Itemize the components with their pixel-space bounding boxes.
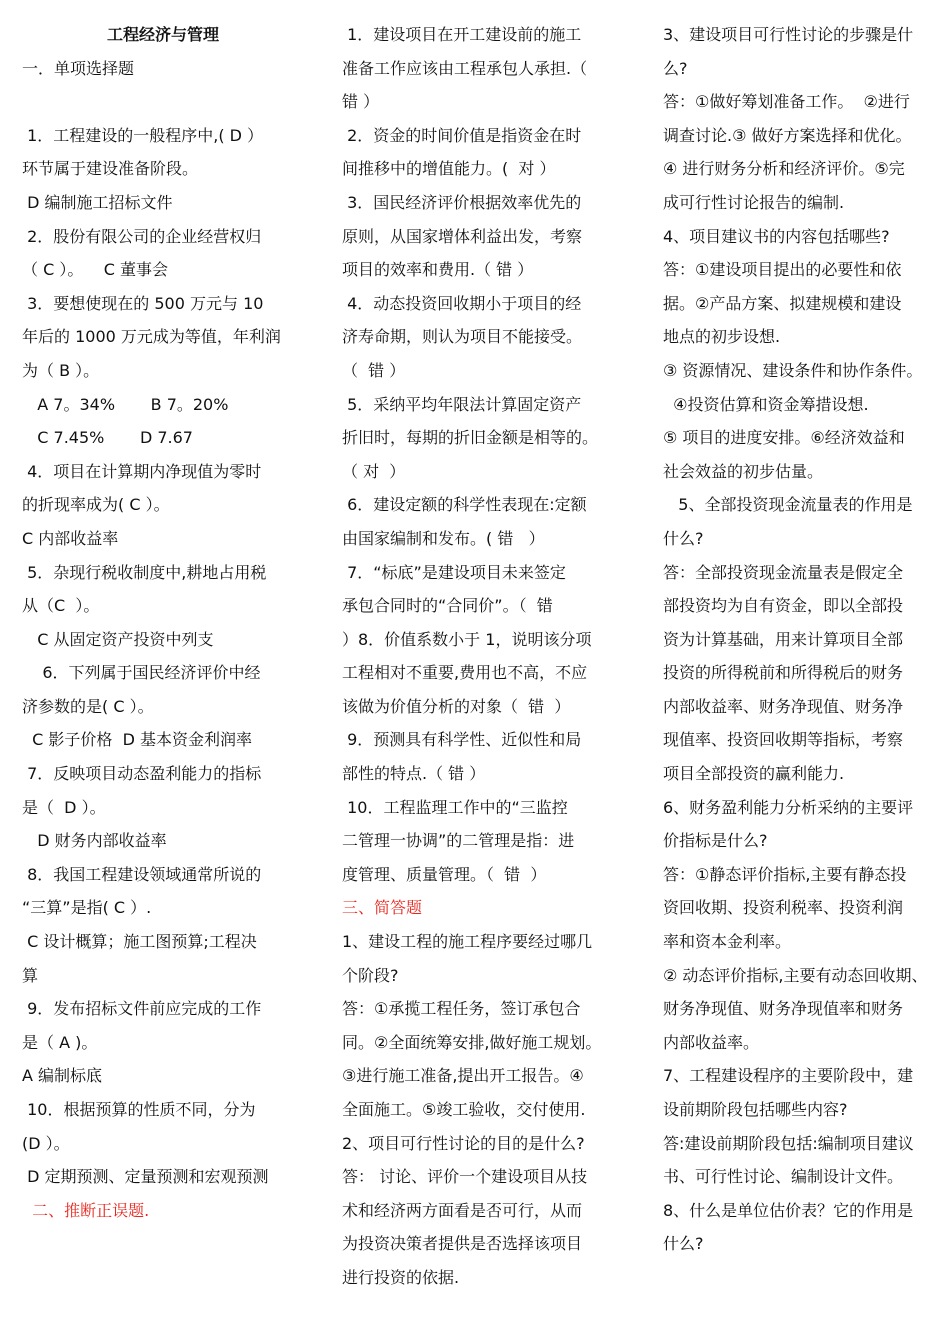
text-line: 度管理、质量管理。（ 错 ） bbox=[342, 864, 547, 884]
text-line: 个阶段? bbox=[342, 965, 399, 985]
text-line: 承包合同时的“合同价”。（ 错 bbox=[342, 596, 553, 616]
text-line: 该做为价值分析的对象（ 错 ） bbox=[342, 696, 571, 716]
column-left bbox=[22, 18, 304, 1227]
text-line: 3．要想使现在的 500 万元与 10 bbox=[22, 293, 264, 313]
text-line: 为（ B ）。 bbox=[22, 360, 100, 380]
text-line: 社会效益的初步估量。 bbox=[663, 461, 824, 481]
text-line: C 7.45% D 7.67 bbox=[22, 428, 193, 448]
text-line: 财务净现值、财务净现值率和财务 bbox=[663, 999, 904, 1019]
text-line: （ C ）。 C 董事会 bbox=[22, 260, 168, 280]
text-line: A 编制标底 bbox=[22, 1066, 103, 1086]
text-line: 10．工程监理工作中的“三监控 bbox=[342, 797, 568, 817]
text-line: 内部收益率、财务净现值、财务净 bbox=[663, 696, 904, 716]
section-heading-true-false: 二、推断正误题. bbox=[22, 1200, 150, 1220]
text-line: 7．“标底”是建设项目未来签定 bbox=[342, 562, 566, 582]
text-line: C 内部收益率 bbox=[22, 528, 119, 548]
text-line: ③ 资源情况、建设条件和协作条件。 bbox=[663, 360, 923, 380]
text-line: 3．国民经济评价根据效率优先的 bbox=[342, 192, 582, 212]
text-line: (D ）。 bbox=[22, 1133, 70, 1153]
text-line: 部性的特点.（ 错 ） bbox=[342, 764, 486, 784]
text-line: C 影子价格 D 基本资金利润率 bbox=[22, 730, 253, 750]
text-line: 济寿命期，则认为项目不能接受。 bbox=[342, 327, 583, 347]
text-line: 2．资金的时间价值是指资金在时 bbox=[342, 125, 582, 145]
text-line: 设前期阶段包括哪些内容? bbox=[663, 1100, 848, 1119]
text-line: 术和经济两方面看是否可行，从而 bbox=[342, 1200, 583, 1220]
text-line: D 编制施工招标文件 bbox=[22, 192, 173, 212]
text-line: 二管理一协调”的二管理是指：进 bbox=[342, 831, 575, 851]
text-line: 投资的所得税前和所得税后的财务 bbox=[663, 663, 904, 683]
text-line: 4．项目在计算期内净现值为零时 bbox=[22, 461, 262, 481]
text-line: 6．建设定额的科学性表现在:定额 bbox=[342, 495, 587, 515]
text-line: 的折现率成为( C ）。 bbox=[22, 495, 170, 515]
text-line: A 7。34% B 7。20% bbox=[22, 394, 229, 414]
text-line: 准备工作应该由工程承包人承担.（ bbox=[342, 58, 588, 78]
text-line: 答:建设前期阶段包括:编制项目建议 bbox=[663, 1133, 914, 1153]
text-line: 济参数的是( C ）。 bbox=[22, 696, 154, 716]
text-line: 环节属于建设准备阶段。 bbox=[22, 159, 199, 179]
text-line: 工程相对不重要,费用也不高，不应 bbox=[342, 663, 588, 683]
text-line: 5、全部投资现金流量表的作用是 bbox=[663, 495, 913, 515]
text-line: 10．根据预算的性质不同，分为 bbox=[22, 1100, 256, 1119]
text-line: 答：全部投资现金流量表是假定全 bbox=[663, 562, 904, 582]
text-line: 项目的效率和费用.（ 错 ） bbox=[342, 260, 534, 280]
text-line: 3、建设项目可行性讨论的步骤是什 bbox=[663, 25, 914, 44]
text-line: 9．预测具有科学性、近似性和局 bbox=[342, 730, 582, 750]
text-line: 同。②全面统筹安排,做好施工规划。 bbox=[342, 1032, 602, 1052]
text-line: 调查讨论.③ 做好方案选择和优化。 bbox=[663, 125, 912, 145]
text-line: 内部收益率。 bbox=[663, 1032, 760, 1052]
text-line: 书、可行性讨论、编制设计文件。 bbox=[663, 1167, 904, 1187]
text-line: 从（C ）。 bbox=[22, 596, 100, 616]
text-line: 8、什么是单位估价表？它的作用是 bbox=[663, 1200, 914, 1220]
text-line: 价指标是什么? bbox=[663, 831, 768, 851]
blank-line bbox=[22, 85, 304, 119]
text-line: 1、建设工程的施工程序要经过哪几 bbox=[342, 932, 593, 952]
text-line: ）8．价值系数小于 1，说明该分项 bbox=[342, 629, 592, 649]
section-heading-short-answer: 三、简答题 bbox=[342, 898, 423, 918]
text-line: 8．我国工程建设领域通常所说的 bbox=[22, 864, 262, 884]
text-line: C 设计概算；施工图预算;工程决 bbox=[22, 932, 257, 952]
text-line: 是（ D ）。 bbox=[22, 797, 106, 817]
text-line: 2．股份有限公司的企业经营权归 bbox=[22, 226, 262, 246]
text-line: 4、项目建议书的内容包括哪些? bbox=[663, 226, 890, 246]
text-line: 进行投资的依据. bbox=[342, 1267, 460, 1287]
doc-title: 工程经济与管理 bbox=[106, 25, 219, 44]
text-line: 率和资本金利率。 bbox=[663, 932, 792, 952]
text-line: 答：①建设项目提出的必要性和依 bbox=[663, 260, 902, 280]
text-line: 由国家编制和发布。( 错 ） bbox=[342, 528, 545, 548]
text-line: D 定期预测、定量预测和宏观预测 bbox=[22, 1167, 269, 1187]
text-line: ⑤ 项目的进度安排。⑥经济效益和 bbox=[663, 428, 905, 448]
text-line: 4．动态投资回收期小于项目的经 bbox=[342, 293, 582, 313]
text-line: 为投资决策者提供是否选择该项目 bbox=[342, 1234, 583, 1254]
text-line: 5．杂现行税收制度中,耕地占用税 bbox=[22, 562, 267, 582]
text-line: 什么? bbox=[663, 1234, 704, 1254]
text-line: “三算”是指( C ）. bbox=[22, 898, 152, 918]
text-line: （ 错 ） bbox=[342, 360, 406, 380]
text-line: ③进行施工准备,提出开工报告。④ bbox=[342, 1066, 584, 1086]
text-line: 部投资均为自有资金，即以全部投 bbox=[663, 596, 904, 616]
text-line: 7．反映项目动态盈利能力的指标 bbox=[22, 764, 262, 784]
text-line: 算 bbox=[22, 965, 39, 985]
text-line: 据。②产品方案、拟建规模和建设 bbox=[663, 293, 902, 313]
text-line: 7、工程建设程序的主要阶段中，建 bbox=[663, 1066, 914, 1086]
text-line: 全面施工。⑤竣工验收，交付使用. bbox=[342, 1100, 586, 1119]
text-line: 资为计算基础，用来计算项目全部 bbox=[663, 629, 904, 649]
text-line: 间推移中的增值能力。( 对 ） bbox=[342, 159, 556, 179]
text-line: 什么? bbox=[663, 528, 704, 548]
text-line: C 从固定资产投资中列支 bbox=[22, 629, 214, 649]
text-line: 1．建设项目在开工建设前的施工 bbox=[342, 25, 582, 44]
text-line: 错 ） bbox=[342, 92, 380, 112]
text-line: D 财务内部收益率 bbox=[22, 831, 167, 851]
text-line: 地点的初步设想. bbox=[663, 327, 781, 347]
text-line: ② 动态评价指标,主要有动态回收期、 bbox=[663, 965, 928, 985]
text-line: 现值率、投资回收期等指标，考察 bbox=[663, 730, 904, 750]
text-line: 答：①做好筹划准备工作。 ②进行 bbox=[663, 92, 910, 112]
text-line: 答：①承揽工程任务，签订承包合 bbox=[342, 999, 581, 1019]
section-heading-single-choice: 一．单项选择题 bbox=[22, 58, 135, 78]
text-line: 6．下列属于国民经济评价中经 bbox=[22, 663, 261, 683]
text-line: 项目全部投资的赢利能力. bbox=[663, 764, 845, 784]
text-line: （ 对 ） bbox=[342, 461, 406, 481]
column-right bbox=[663, 18, 933, 1261]
text-line: 1．工程建设的一般程序中,( D ） bbox=[22, 125, 264, 145]
text-line: 折旧时，每期的折旧金额是相等的。 bbox=[342, 428, 599, 448]
text-line: 资回收期、投资利税率、投资利润 bbox=[663, 898, 904, 918]
column-middle bbox=[342, 18, 614, 1295]
text-line: 原则，从国家增体利益出发，考察 bbox=[342, 226, 583, 246]
text-line: 成可行性讨论报告的编制. bbox=[663, 192, 845, 212]
text-line: 答： 讨论、评价一个建设项目从技 bbox=[342, 1167, 588, 1187]
text-line: 9．发布招标文件前应完成的工作 bbox=[22, 999, 262, 1019]
text-line: 6、财务盈利能力分析采纳的主要评 bbox=[663, 797, 914, 817]
text-line: 答：①静态评价指标,主要有静态投 bbox=[663, 864, 907, 884]
text-line: 么? bbox=[663, 58, 688, 78]
text-line: 年后的 1000 万元成为等值，年利润 bbox=[22, 327, 281, 347]
text-line: ④ 进行财务分析和经济评价。⑤完 bbox=[663, 159, 905, 179]
text-line: 是（ A )。 bbox=[22, 1032, 98, 1052]
text-line: 5．采纳平均年限法计算固定资产 bbox=[342, 394, 582, 414]
text-line: 2、项目可行性讨论的目的是什么? bbox=[342, 1133, 585, 1153]
text-line: ④投资估算和资金筹措设想. bbox=[663, 394, 869, 414]
